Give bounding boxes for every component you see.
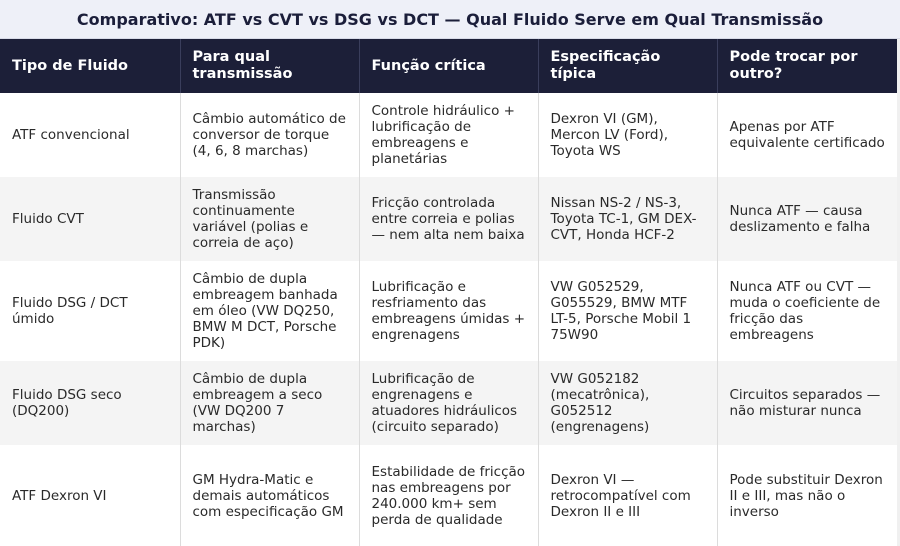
cell-fluid-type: Fluido CVT <box>0 177 180 261</box>
cell-fluid-type: ATF Dexron VI <box>0 445 180 546</box>
cell-fluid-type: Fluido DSG seco (DQ200) <box>0 361 180 445</box>
cell-critical-function: Controle hidráulico + lubrificação de embreagens e planetárias <box>359 93 538 177</box>
cell-critical-function: Fricção controlada entre correia e polias — nem alta nem baixa <box>359 177 538 261</box>
cell-critical-function: Estabilidade de fricção nas embreagens por 240.000 km+ sem perda de qualidade <box>359 445 538 546</box>
header-transmission: Para qual transmissão <box>180 39 359 93</box>
cell-critical-function: Lubrificação de engrenagens e atuadores hidráulicos (circuito separado) <box>359 361 538 445</box>
table-row <box>0 261 897 361</box>
cell-substitute: Apenas por ATF equivalente certificado <box>717 93 897 177</box>
header-critical-function: Função crítica <box>359 39 538 93</box>
cell-transmission: Transmissão continuamente variável (polias e correia de aço) <box>180 177 359 261</box>
cell-transmission: GM Hydra-Matic e demais automáticos com especificação GM <box>180 445 359 546</box>
header-substitute: Pode trocar por outro? <box>717 39 897 93</box>
page-title: Comparativo: ATF vs CVT vs DSG vs DCT — Qual Fluido Serve em Qual Transmissão <box>0 0 900 39</box>
cell-specification: VW G052182 (mecatrônica), G052512 (engrenagens) <box>538 361 717 445</box>
cell-substitute: Nunca ATF — causa deslizamento e falha <box>717 177 897 261</box>
cell-specification: Nissan NS-2 / NS-3, Toyota TC-1, GM DEX-CVT, Honda HCF-2 <box>538 177 717 261</box>
comparison-table <box>0 39 898 546</box>
cell-transmission: Câmbio de dupla embreagem a seco (VW DQ200 7 marchas) <box>180 361 359 445</box>
cell-substitute: Nunca ATF ou CVT — muda o coeficiente de fricção das embreagens <box>717 261 897 361</box>
table-row <box>0 361 897 445</box>
cell-specification: Dexron VI — retrocompatível com Dexron II e III <box>538 445 717 546</box>
table-row <box>0 93 897 177</box>
table-header-row <box>0 39 897 93</box>
cell-fluid-type: Fluido DSG / DCT úmido <box>0 261 180 361</box>
cell-specification: Dexron VI (GM), Mercon LV (Ford), Toyota WS <box>538 93 717 177</box>
cell-critical-function: Lubrificação e resfriamento das embreagens úmidas + engrenagens <box>359 261 538 361</box>
header-fluid-type: Tipo de Fluido <box>0 39 180 93</box>
cell-transmission: Câmbio automático de conversor de torque (4, 6, 8 marchas) <box>180 93 359 177</box>
table-row <box>0 445 897 546</box>
cell-transmission: Câmbio de dupla embreagem banhada em óleo (VW DQ250, BMW M DCT, Porsche PDK) <box>180 261 359 361</box>
header-specification: Especificação típica <box>538 39 717 93</box>
cell-specification: VW G052529, G055529, BMW MTF LT-5, Porsche Mobil 1 75W90 <box>538 261 717 361</box>
cell-fluid-type: ATF convencional <box>0 93 180 177</box>
cell-substitute: Pode substituir Dexron II e III, mas não o inverso <box>717 445 897 546</box>
table-row <box>0 177 897 261</box>
cell-substitute: Circuitos separados — não misturar nunca <box>717 361 897 445</box>
